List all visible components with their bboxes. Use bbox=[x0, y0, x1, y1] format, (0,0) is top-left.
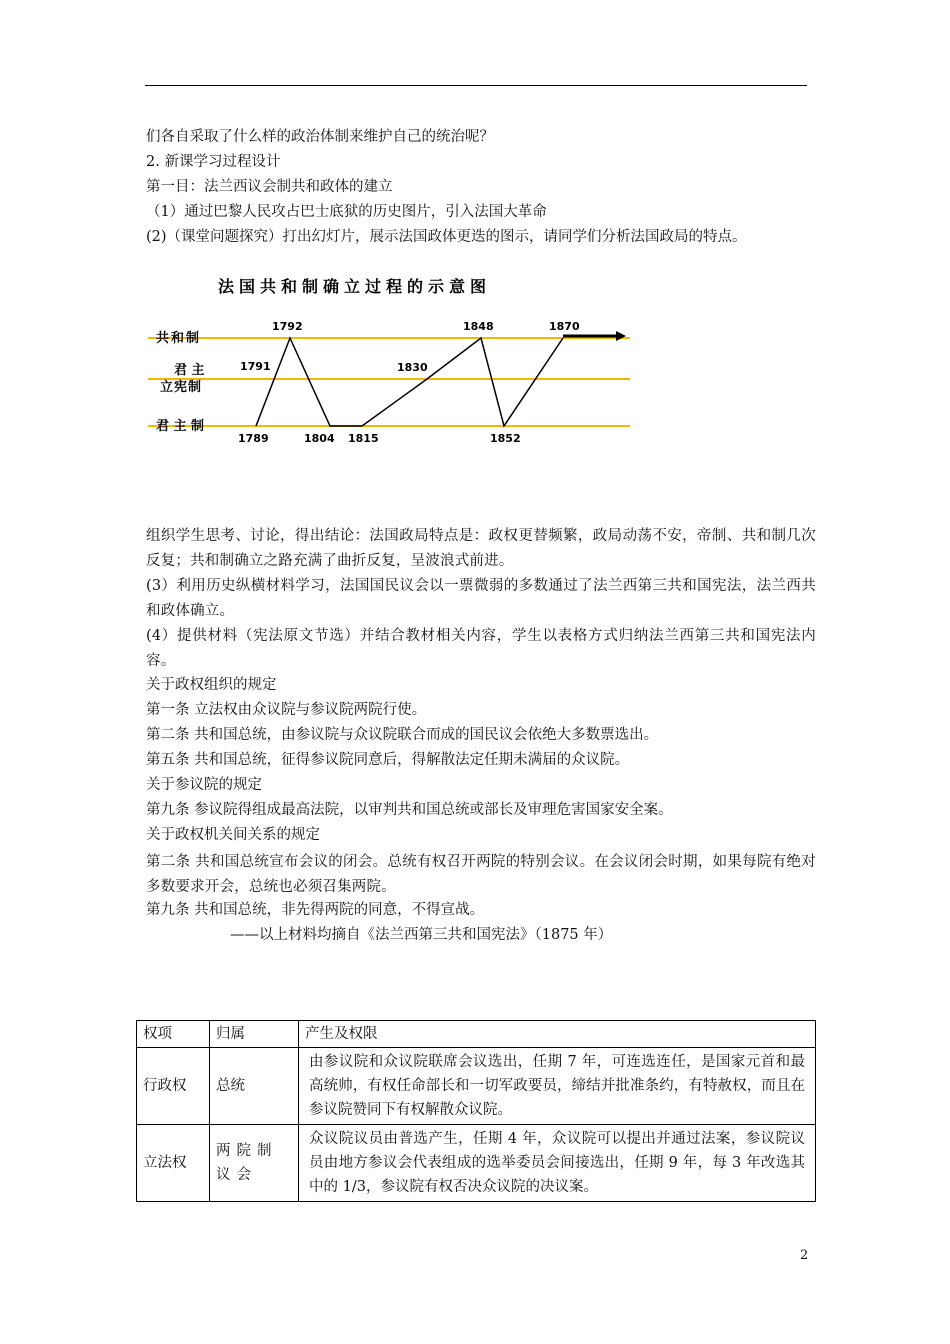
regime-path bbox=[256, 338, 563, 426]
year-label-1830: 1830 bbox=[397, 361, 428, 374]
header-holder: 归属 bbox=[210, 1021, 299, 1048]
label-constitutional-2: 立宪制 bbox=[160, 380, 203, 395]
table-row bbox=[137, 1048, 816, 1125]
header-desc: 产生及权限 bbox=[299, 1021, 816, 1048]
article-2b: 第二条 共和国总统宣布会议的闭会。总统有权召开两院的特别会议。在会议闭会时期，如果每院有绝对多数要求开会，总统也必须召集两院。 bbox=[146, 854, 816, 895]
intro-line: 们各自采取了什么样的政治体制来维护自己的统治呢？ bbox=[146, 129, 494, 145]
step-2: (2)（课堂问题探究）打出幻灯片，展示法国政体更迭的图示，请同学们分析法国政局的特点。 bbox=[146, 229, 747, 245]
year-label-1848: 1848 bbox=[463, 320, 494, 333]
republic-chart bbox=[148, 270, 638, 460]
section-heading: 2. 新课学习过程设计 bbox=[146, 154, 281, 170]
sub-heading-2: 关于参议院的规定 bbox=[146, 777, 262, 793]
cell-desc: 由参议院和众议院联席会议选出，任期 7 年，可连选连任，是国家元首和最高统帅，有权任命部长和一切军政要员，缔结并批准条约，有特赦权，而且在参议院赞同下有权解散众议院。 bbox=[299, 1048, 816, 1125]
table-header-row bbox=[137, 1021, 816, 1048]
cell-holder: 两院制议会 bbox=[210, 1125, 299, 1202]
article-5: 第五条 共和国总统，征得参议院同意后，得解散法定任期未满届的众议院。 bbox=[146, 752, 630, 768]
source-note: ——以上材料均摘自《法兰西第三共和国宪法》（1875 年） bbox=[230, 927, 613, 943]
header-power: 权项 bbox=[137, 1021, 210, 1048]
chart-title: 法国共和制确立过程的示意图 bbox=[218, 277, 492, 296]
sub-heading-3: 关于政权机关间关系的规定 bbox=[146, 827, 320, 843]
part-heading: 第一目：法兰西议会制共和政体的建立 bbox=[146, 179, 393, 195]
cell-power: 立法权 bbox=[137, 1125, 210, 1202]
article-9b: 第九条 共和国总统，非先得两院的同意，不得宣战。 bbox=[146, 902, 485, 918]
label-monarchy: 君 主 制 bbox=[156, 419, 205, 434]
year-label-1870: 1870 bbox=[549, 320, 580, 333]
cell-power: 行政权 bbox=[137, 1048, 210, 1125]
year-label-1852: 1852 bbox=[490, 432, 521, 445]
cell-desc: 众议院议员由普选产生，任期 4 年，众议院可以提出并通过法案，参议院议员由地方参议会代表组成的选举委员会间接选出，任期 9 年，每 3 年改选其中的 1/3，参议院有权否决众议院的决议案。 bbox=[299, 1125, 816, 1202]
arrow-head bbox=[616, 331, 626, 341]
label-constitutional-1: 君 主 bbox=[174, 363, 205, 378]
article-9: 第九条 参议院得组成最高法院，以审判共和国总统或部长及审理危害国家安全案。 bbox=[146, 802, 673, 818]
sub-heading-1: 关于政权组织的规定 bbox=[146, 677, 277, 693]
step-4: (4）提供材料（宪法原文节选）并结合教材相关内容，学生以表格方式归纳法兰西第三共和国宪法内容。 bbox=[146, 628, 816, 669]
constitution-table bbox=[136, 1020, 816, 1202]
label-republic: 共和制 bbox=[156, 331, 202, 346]
table-row bbox=[137, 1125, 816, 1202]
article-2: 第二条 共和国总统，由参议院与众议院联合而成的国民议会依绝大多数票选出。 bbox=[146, 727, 659, 743]
article-1: 第一条 立法权由众议院与参议院两院行使。 bbox=[146, 702, 427, 718]
step-1: （1）通过巴黎人民攻占巴士底狱的历史图片，引入法国大革命 bbox=[146, 204, 547, 220]
annotation-1791: 1791 bbox=[240, 360, 271, 373]
year-label-1792: 1792 bbox=[272, 320, 303, 333]
cell-holder: 总统 bbox=[210, 1048, 299, 1125]
year-label-1804: 1804 bbox=[304, 432, 335, 445]
step-3: (3）利用历史纵横材料学习，法国国民议会以一票微弱的多数通过了法兰西第三共和国宪法，法兰西共和政体确立。 bbox=[146, 578, 816, 619]
page-number: 2 bbox=[800, 1248, 809, 1263]
year-label-1789: 1789 bbox=[238, 432, 269, 445]
conclusion: 组织学生思考、讨论，得出结论：法国政局特点是：政权更替频繁，政局动荡不安，帝制、共和制几次反复；共和制确立之路充满了曲折反复，呈波浪式前进。 bbox=[146, 528, 816, 569]
year-label-1815: 1815 bbox=[348, 432, 379, 445]
header-rule bbox=[145, 85, 807, 86]
